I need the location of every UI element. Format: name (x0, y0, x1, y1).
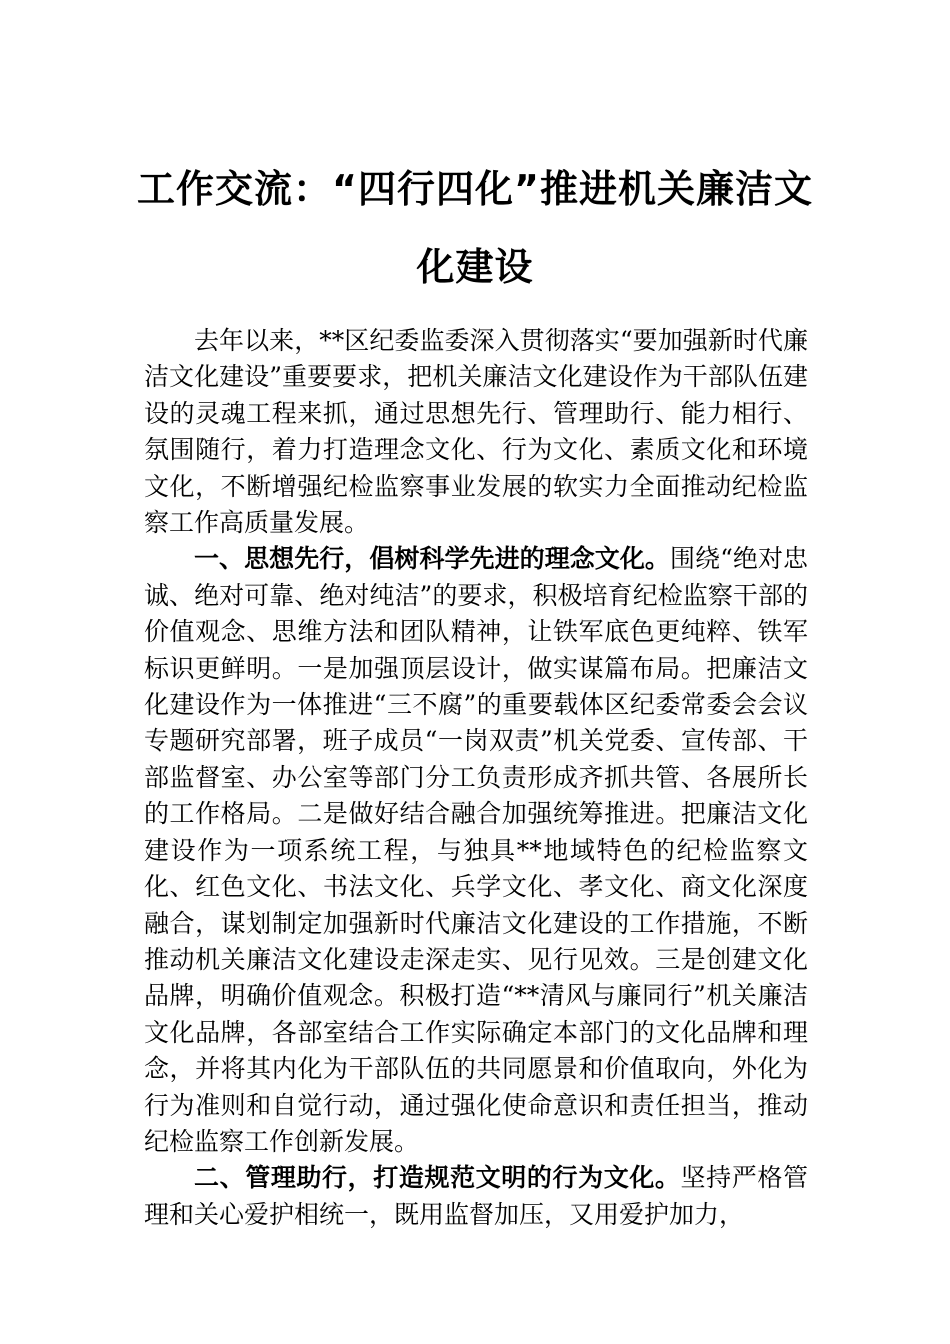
paragraph-intro (144, 323, 808, 541)
section-heading-1: 一、思想先行，倡树科学先进的理念文化。 (194, 544, 670, 574)
document-body (144, 323, 808, 1233)
section-heading-2: 二、管理助行，打造规范文明的行为文化。 (194, 1163, 681, 1193)
paragraph-section-2 (144, 1160, 808, 1233)
title-line-1: 工作交流：“四行四化”推进机关廉洁文 (137, 167, 813, 211)
title-line-2: 化建设 (416, 245, 534, 289)
paragraph-text: 去年以来，**区纪委监委深入贯彻落实“要加强新时代廉洁文化建设”重要要求，把机关廉洁文化建设作为干部队伍建设的灵魂工程来抓，通过思想先行、管理助行、能力相行、氛围随行，着力打造理念文化、行为文化、素质文化和环境文化，不断增强纪检监察事业发展的软实力全面推动纪检监察工作高质量发展。 (144, 326, 808, 538)
document-title (130, 150, 820, 306)
paragraph-text: 坚持严格管理和关心爱护相统一，既用监督加压，又用爱护加力， (144, 1163, 808, 1229)
paragraph-section-1 (144, 541, 808, 1160)
paragraph-text: 围绕“绝对忠诚、绝对可靠、绝对纯洁”的要求，积极培育纪检监察干部的价值观念、思维方法和团队精神，让铁军底色更纯粹、铁军标识更鲜明。一是加强顶层设计，做实谋篇布局。把廉洁文化建设作为一体推进“三不腐”的重要载体区纪委常委会会议专题研究部署，班子成员“一岗双责”机关党委、宣传部、干部监督室、办公室等部门分工负责形成齐抓共管、各展所长的工作格局。二是做好结合融合加强统筹推进。把廉洁文化建设作为一项系统工程，与独具**地域特色的纪检监察文化、红色文化、书法文化、兵学文化、孝文化、商文化深度融合，谋划制定加强新时代廉洁文化建设的工作措施，不断推动机关廉洁文化建设走深走实、见行见效。三是创建文化品牌，明确价值观念。积极打造“**清风与廉同行”机关廉洁文化品牌，各部室结合工作实际确定本部门的文化品牌和理念，并将其内化为干部队伍的共同愿景和价值取向，外化为行为准则和自觉行动，通过强化使命意识和责任担当，推动纪检监察工作创新发展。 (144, 544, 809, 1156)
